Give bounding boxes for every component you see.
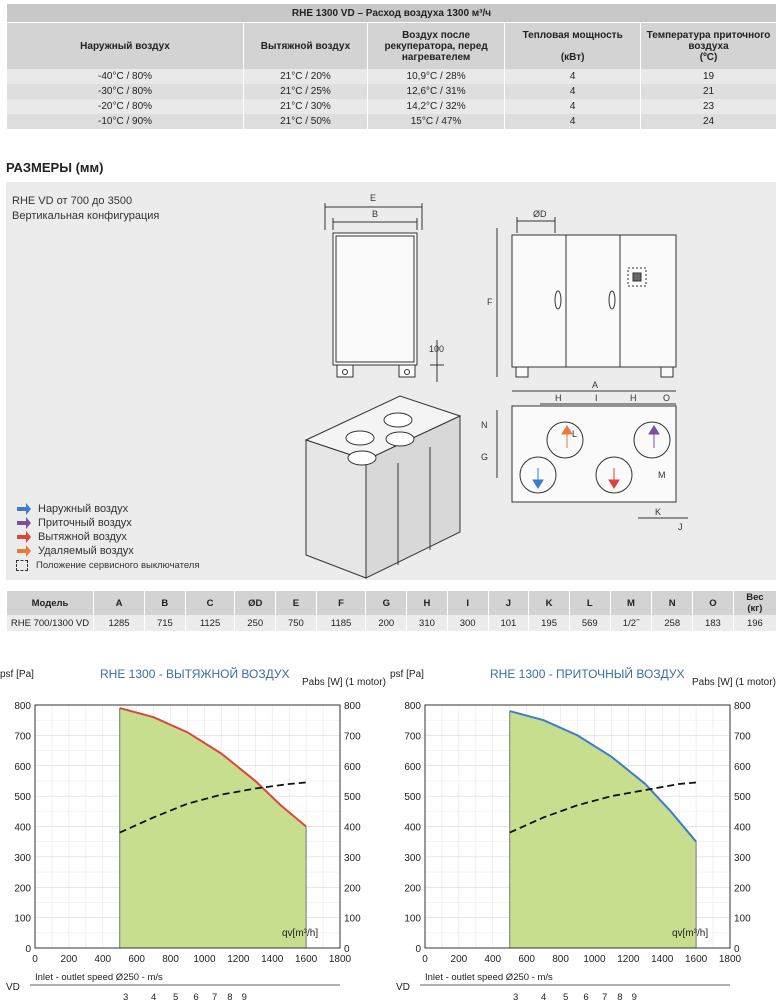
dims-cell: 250 [235, 615, 276, 631]
table-cell: 14,2°C / 32% [367, 99, 504, 114]
dim-label-o: O [663, 393, 671, 403]
vd-tick: 9 [241, 992, 247, 1000]
dim-label-h2: H [630, 393, 637, 403]
x-tick: 600 [518, 954, 536, 965]
dims-cell: 569 [569, 615, 610, 631]
y-tick-left: 500 [14, 792, 31, 804]
arrow-right-icon [16, 544, 32, 558]
dims-cell: 183 [693, 615, 734, 631]
y-tick-right: 400 [734, 822, 751, 834]
y-tick-left: 0 [25, 944, 31, 955]
table-cell: 10,9°C / 28% [367, 69, 504, 84]
vd-tick: 5 [172, 992, 179, 1000]
dims-header-6: F [316, 591, 366, 615]
vd-tick: 6 [583, 992, 589, 1000]
vd-label: VD [396, 982, 410, 993]
y-tick-left: 700 [14, 731, 31, 743]
x-axis-label: qv[m³/h] [282, 928, 319, 939]
y-tick-right: 800 [344, 701, 361, 712]
y-axis-left-label: psf [Pa] [0, 669, 34, 680]
perf-header-2: Воздух после рекуператора, перед нагревателем [367, 23, 504, 70]
dims-header-11: K [529, 591, 570, 615]
vd-tick: 9 [631, 992, 637, 1000]
vd-caption: Inlet - outlet speed Ø250 - m/s [425, 972, 553, 983]
dims-header-12: L [569, 591, 610, 615]
dims-header-13: M [610, 591, 652, 615]
x-tick: 400 [94, 954, 112, 965]
y-tick-right: 600 [734, 761, 751, 773]
x-tick: 1600 [294, 954, 318, 965]
x-tick: 600 [128, 954, 146, 965]
vd-tick: 3 [513, 992, 519, 1000]
vd-tick: 8 [227, 992, 233, 1000]
config-subtitle: Вертикальная конфигурация [12, 210, 160, 222]
arrow-right-icon [16, 516, 32, 530]
dim-label-j: J [678, 522, 683, 532]
y-tick-right: 400 [344, 822, 361, 834]
dim-label-d: ØD [533, 209, 547, 219]
y-tick-left: 100 [14, 913, 31, 925]
dims-header-8: H [407, 591, 448, 615]
y-tick-left: 700 [404, 731, 421, 743]
dim-label-e: E [370, 193, 377, 203]
y-tick-left: 0 [415, 944, 421, 955]
dims-cell: 310 [407, 615, 448, 631]
y-axis-right-label: Pabs [W] (1 motor) [692, 677, 776, 688]
x-tick: 1000 [193, 954, 216, 965]
dims-cell: 1285 [94, 615, 145, 631]
chart-extract-air [0, 655, 390, 1000]
dims-header-15: O [693, 591, 734, 615]
dims-cell: 715 [145, 615, 186, 631]
legend-extract-air: Вытяжной воздух [16, 530, 127, 544]
dims-header-7: G [366, 591, 407, 615]
y-tick-right: 200 [344, 883, 361, 895]
table-cell: 21 [641, 84, 776, 99]
y-tick-left: 500 [404, 792, 421, 804]
y-tick-right: 700 [344, 731, 361, 743]
x-tick: 0 [422, 954, 428, 965]
y-tick-left: 100 [404, 913, 421, 925]
y-axis-right-label: Pabs [W] (1 motor) [302, 677, 386, 688]
y-tick-right: 700 [734, 731, 751, 743]
dim-label-m: M [658, 470, 666, 480]
table-cell: -10°C / 90% [7, 114, 244, 129]
side-view-drawing [325, 203, 444, 382]
table-cell: 4 [505, 114, 641, 129]
table-cell: -30°C / 80% [7, 84, 244, 99]
perf-header-4: Температура приточного воздуха (ºC) [641, 23, 776, 70]
y-tick-left: 800 [404, 701, 421, 712]
y-tick-left: 300 [404, 852, 421, 864]
dims-cell: 1/2˝ [610, 615, 652, 631]
y-tick-right: 0 [344, 944, 350, 955]
legend-exhaust-air: Удаляемый воздух [16, 544, 134, 558]
y-tick-right: 600 [344, 761, 361, 773]
vd-tick: 7 [601, 992, 608, 1000]
y-tick-right: 100 [344, 913, 361, 925]
y-axis-left-label: psf [Pa] [390, 669, 424, 680]
dim-label-l: L [572, 429, 578, 439]
dims-header-0: Модель [7, 591, 94, 615]
table-cell: 21°C / 20% [244, 69, 368, 84]
vd-tick: 7 [211, 992, 218, 1000]
x-tick: 1000 [583, 954, 606, 965]
y-tick-right: 500 [344, 792, 361, 804]
y-tick-right: 800 [734, 701, 751, 712]
y-tick-left: 800 [14, 701, 31, 712]
operating-area [510, 711, 696, 948]
y-tick-right: 200 [734, 883, 751, 895]
perf-header-1: Вытяжной воздух [244, 23, 368, 70]
dims-cell: 258 [652, 615, 693, 631]
dims-header-5: E [276, 591, 317, 615]
y-tick-left: 300 [14, 852, 31, 864]
dim-label-a: A [592, 380, 599, 390]
table-cell: 4 [505, 99, 641, 114]
dims-header-4: ØD [235, 591, 276, 615]
performance-table-caption: RHE 1300 VD – Расход воздуха 1300 м³/ч [7, 4, 777, 23]
x-tick: 1400 [651, 954, 674, 965]
dims-cell: 1125 [185, 615, 235, 631]
dashed-box-icon [16, 560, 28, 571]
x-tick: 1600 [684, 954, 708, 965]
y-tick-left: 600 [404, 761, 421, 773]
table-cell: -20°C / 80% [7, 99, 244, 114]
dims-cell: 196 [733, 615, 776, 631]
perf-header-3: Тепловая мощность (кВт) [505, 23, 641, 70]
dims-header-1: A [94, 591, 145, 615]
isometric-drawing [306, 396, 460, 578]
dims-cell: 101 [488, 615, 529, 631]
x-tick: 200 [450, 954, 468, 965]
vd-tick: 4 [150, 992, 157, 1000]
y-tick-right: 500 [734, 792, 751, 804]
x-tick: 200 [60, 954, 78, 965]
vd-tick: 3 [123, 992, 129, 1000]
table-cell: -40°C / 80% [7, 69, 244, 84]
vd-tick: 4 [540, 992, 547, 1000]
dimensions-title: РАЗМЕРЫ (мм) [6, 160, 104, 175]
vd-caption: Inlet - outlet speed Ø250 - m/s [35, 972, 163, 983]
vd-tick: 5 [562, 992, 569, 1000]
table-cell: 23 [641, 99, 776, 114]
legend-outdoor-air: Наружный воздух [16, 502, 128, 516]
dim-label-f: F [487, 297, 493, 307]
dim-label-g: G [481, 452, 489, 462]
front-view-drawing [497, 217, 676, 377]
vd-label: VD [6, 982, 20, 993]
vd-tick: 6 [193, 992, 199, 1000]
dims-header-16: Вес (кг) [733, 591, 776, 615]
range-subtitle: RHE VD от 700 до 3500 [12, 195, 133, 207]
x-tick: 1400 [261, 954, 284, 965]
dim-label-i: I [595, 393, 598, 403]
x-axis-label: qv[m³/h] [672, 928, 709, 939]
operating-area [120, 708, 306, 948]
y-tick-left: 400 [404, 822, 421, 834]
table-cell: 15°C / 47% [367, 114, 504, 129]
x-tick: 800 [552, 954, 569, 965]
x-tick: 400 [484, 954, 502, 965]
dims-cell: 300 [447, 615, 488, 631]
dims-header-2: B [145, 591, 186, 615]
dim-label-k: K [655, 507, 662, 517]
arrow-right-icon [16, 502, 32, 516]
arrow-right-icon [16, 530, 32, 544]
x-tick: 1200 [617, 954, 640, 965]
x-tick: 1800 [328, 954, 352, 965]
y-tick-left: 200 [404, 883, 421, 895]
table-cell: 12,6°C / 31% [367, 84, 504, 99]
dims-cell: RHE 700/1300 VD [7, 615, 94, 631]
y-tick-left: 400 [14, 822, 31, 834]
y-tick-left: 200 [14, 883, 31, 895]
table-cell: 21°C / 50% [244, 114, 368, 129]
table-cell: 21°C / 25% [244, 84, 368, 99]
chart-title: RHE 1300 - ПРИТОЧНЫЙ ВОЗДУХ [490, 667, 685, 681]
table-cell: 24 [641, 114, 776, 129]
dims-cell: 195 [529, 615, 570, 631]
chart-supply-air [390, 655, 781, 1000]
table-cell: 19 [641, 69, 776, 84]
dim-label-n: N [481, 420, 488, 430]
table-cell: 4 [505, 69, 641, 84]
table-cell: 4 [505, 84, 641, 99]
dims-cell: 200 [366, 615, 407, 631]
top-view-drawing [497, 391, 688, 518]
y-tick-left: 600 [14, 761, 31, 773]
vd-tick: 8 [617, 992, 623, 1000]
y-tick-right: 300 [734, 852, 751, 864]
legend-service-switch: Положение сервисного выключателя [16, 558, 200, 572]
dims-header-3: C [185, 591, 235, 615]
dims-header-9: I [447, 591, 488, 615]
x-tick: 1800 [718, 954, 742, 965]
dim-label-100: 100 [429, 344, 445, 354]
y-tick-right: 100 [734, 913, 751, 925]
dims-cell: 750 [276, 615, 317, 631]
dim-label-h1: H [555, 393, 562, 403]
dims-header-14: N [652, 591, 693, 615]
dims-header-10: J [488, 591, 529, 615]
table-cell: 21°C / 30% [244, 99, 368, 114]
y-tick-right: 300 [344, 852, 361, 864]
dim-label-b: B [372, 209, 379, 219]
x-tick: 1200 [227, 954, 250, 965]
perf-header-0: Наружный воздух [7, 23, 244, 70]
x-tick: 0 [32, 954, 38, 965]
legend-supply-air: Приточный воздух [16, 516, 132, 530]
x-tick: 800 [162, 954, 179, 965]
dimensions-table [6, 591, 776, 631]
dims-cell: 1185 [316, 615, 366, 631]
chart-title: RHE 1300 - ВЫТЯЖНОЙ ВОЗДУХ [100, 667, 290, 681]
y-tick-right: 0 [734, 944, 740, 955]
